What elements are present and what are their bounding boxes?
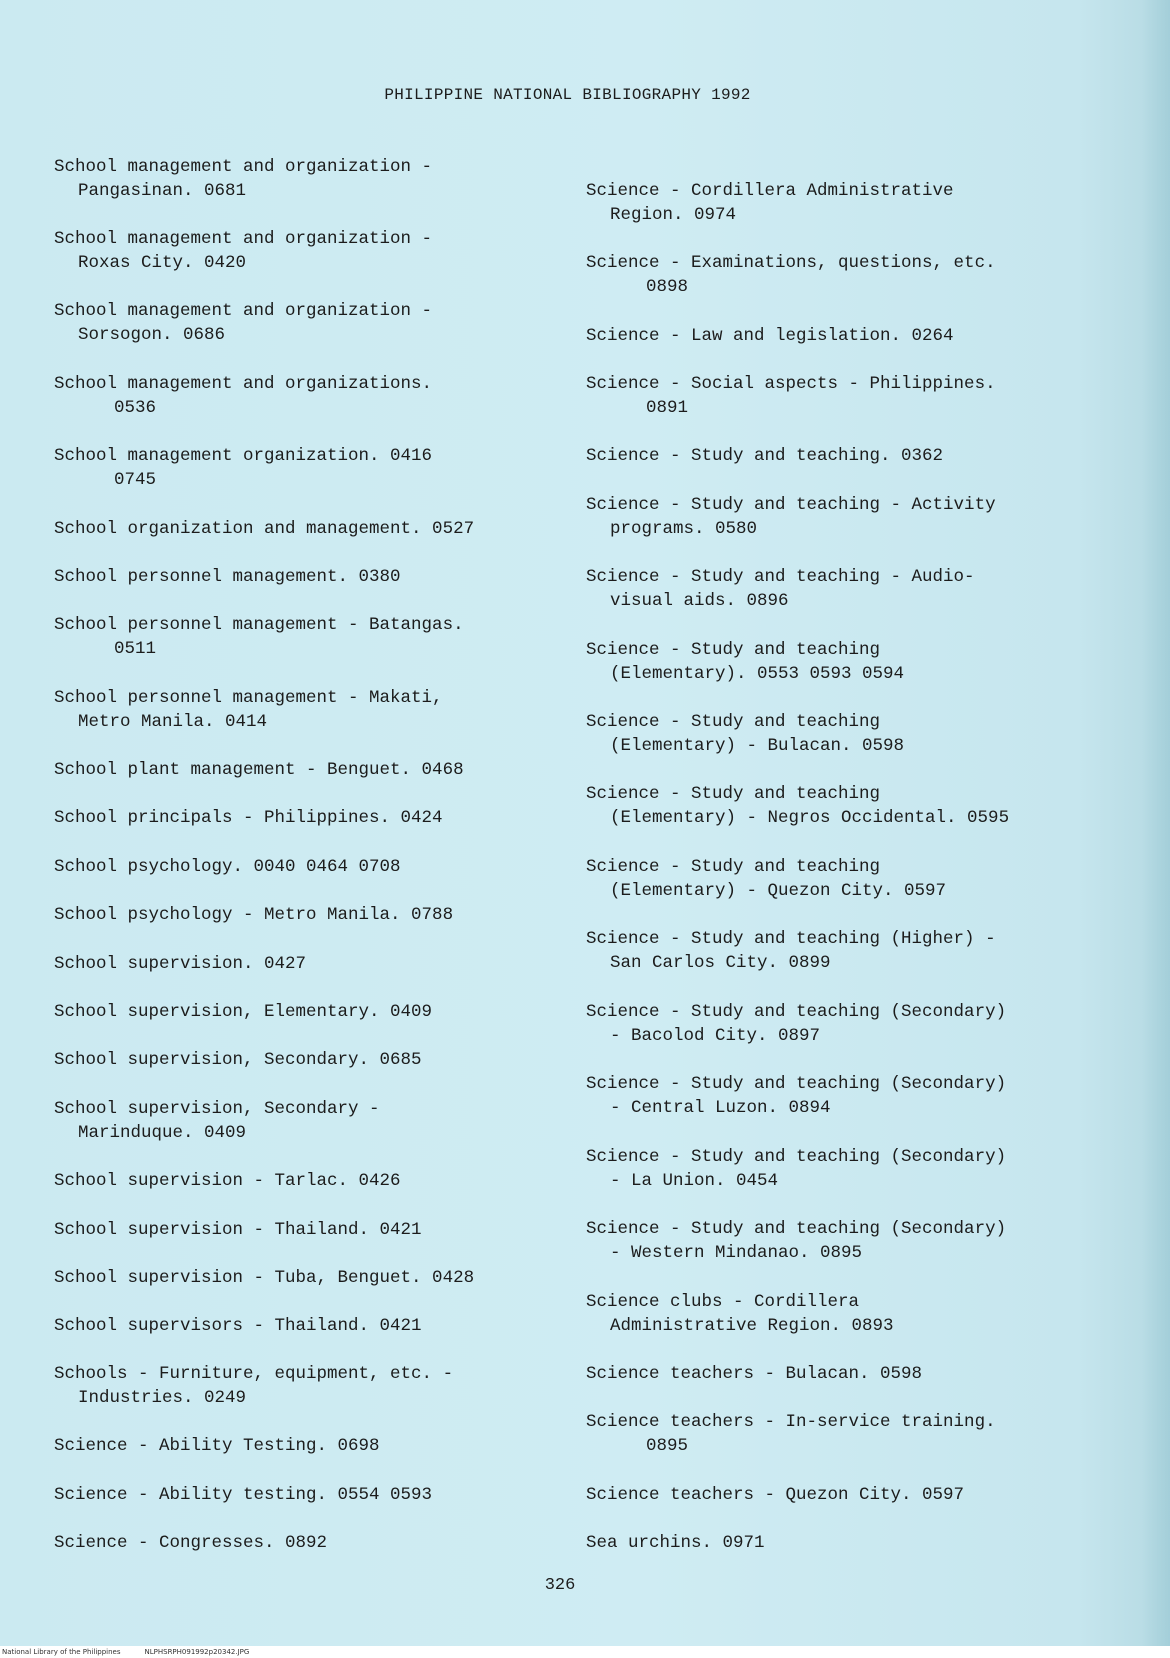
index-entry: School supervision, Elementary. 0409: [54, 1002, 433, 1022]
index-entry: Science - Study and teaching (Higher) - San Carlos City. 0899: [586, 929, 996, 973]
index-entry: School personnel management - Makati, Metro Manila. 0414: [54, 688, 443, 732]
index-entry: Science - Study and teaching. 0362: [586, 446, 944, 466]
index-entry: School supervision - Tarlac. 0426: [54, 1171, 401, 1191]
index-entry: School personnel management. 0380: [54, 567, 401, 587]
index-entry: Science - Study and teaching (Secondary) - Western Mindanao. 0895: [586, 1219, 1007, 1263]
index-entry: School management and organization - Sorsogon. 0686: [54, 301, 433, 345]
index-entry: Science teachers - In-service training. 0895: [586, 1412, 996, 1456]
index-entry: Science - Study and teaching (Elementary). 0553 0593 0594: [586, 640, 905, 684]
index-entry: Science - Congresses. 0892: [54, 1533, 328, 1553]
index-entry: Science - Social aspects - Philippines. 0891: [586, 374, 996, 418]
index-entry: School supervision. 0427: [54, 954, 307, 974]
index-entry: Science - Study and teaching (Elementary) - Bulacan. 0598: [586, 712, 905, 756]
index-entry: School supervision - Thailand. 0421: [54, 1220, 422, 1240]
index-entry: School psychology. 0040 0464 0708: [54, 857, 401, 877]
scan-footer: [0, 1646, 1170, 1658]
index-entry: School management and organization - Pangasinan. 0681: [54, 157, 433, 201]
index-entry: School management and organizations. 0536: [54, 374, 433, 418]
index-entry: School supervision, Secondary. 0685: [54, 1050, 422, 1070]
footer-file: NLPHSRPH091992p20342.JPG: [144, 1648, 250, 1656]
index-entry: Science teachers - Quezon City. 0597: [586, 1485, 965, 1505]
index-entry: School management organization. 0416 0745: [54, 446, 433, 490]
index-entry: Science clubs - Cordillera Administrative Region. 0893: [586, 1292, 894, 1336]
index-entry: Science - Study and teaching (Elementary) - Quezon City. 0597: [586, 857, 947, 901]
index-entry: Science - Examinations, questions, etc. 0898: [586, 253, 996, 297]
index-entry: School psychology - Metro Manila. 0788: [54, 905, 454, 925]
index-entry: School personnel management - Batangas. 0511: [54, 615, 464, 659]
index-entry: Sea urchins. 0971: [586, 1533, 765, 1553]
index-entry: School supervisors - Thailand. 0421: [54, 1316, 422, 1336]
index-entry: Science - Study and teaching (Secondary) - Central Luzon. 0894: [586, 1074, 1007, 1118]
index-entry: Science - Study and teaching - Activity programs. 0580: [586, 495, 996, 539]
index-entry: School principals - Philippines. 0424: [54, 808, 443, 828]
index-entry: School supervision, Secondary - Marinduque. 0409: [54, 1099, 380, 1143]
index-entry: Science - Study and teaching (Secondary) - La Union. 0454: [586, 1147, 1007, 1191]
index-entry: School management and organization - Roxas City. 0420: [54, 229, 433, 273]
index-entry: Science - Cordillera Administrative Region. 0974: [586, 181, 954, 225]
footer-library: National Library of the Philippines: [2, 1648, 121, 1656]
index-entry: School plant management - Benguet. 0468: [54, 760, 464, 780]
index-entry: Schools - Furniture, equipment, etc. - Industries. 0249: [54, 1364, 454, 1408]
index-entry: School organization and management. 0527: [54, 519, 475, 539]
index-entry: Science - Law and legislation. 0264: [586, 326, 954, 346]
index-entry: Science - Study and teaching (Secondary) - Bacolod City. 0897: [586, 1002, 1007, 1046]
index-entry: School supervision - Tuba, Benguet. 0428: [54, 1268, 475, 1288]
page-title: PHILIPPINE NATIONAL BIBLIOGRAPHY 1992: [384, 86, 751, 104]
index-entry: Science teachers - Bulacan. 0598: [586, 1364, 923, 1384]
page-edge-shadow: [1142, 0, 1170, 1646]
index-entry: Science - Study and teaching (Elementary) - Negros Occidental. 0595: [586, 784, 1010, 828]
index-entry: Science - Ability Testing. 0698: [54, 1436, 380, 1456]
index-entry: Science - Study and teaching - Audio- visual aids. 0896: [586, 567, 975, 611]
index-entry: Science - Ability testing. 0554 0593: [54, 1485, 433, 1505]
page-number: 326: [544, 1576, 576, 1595]
